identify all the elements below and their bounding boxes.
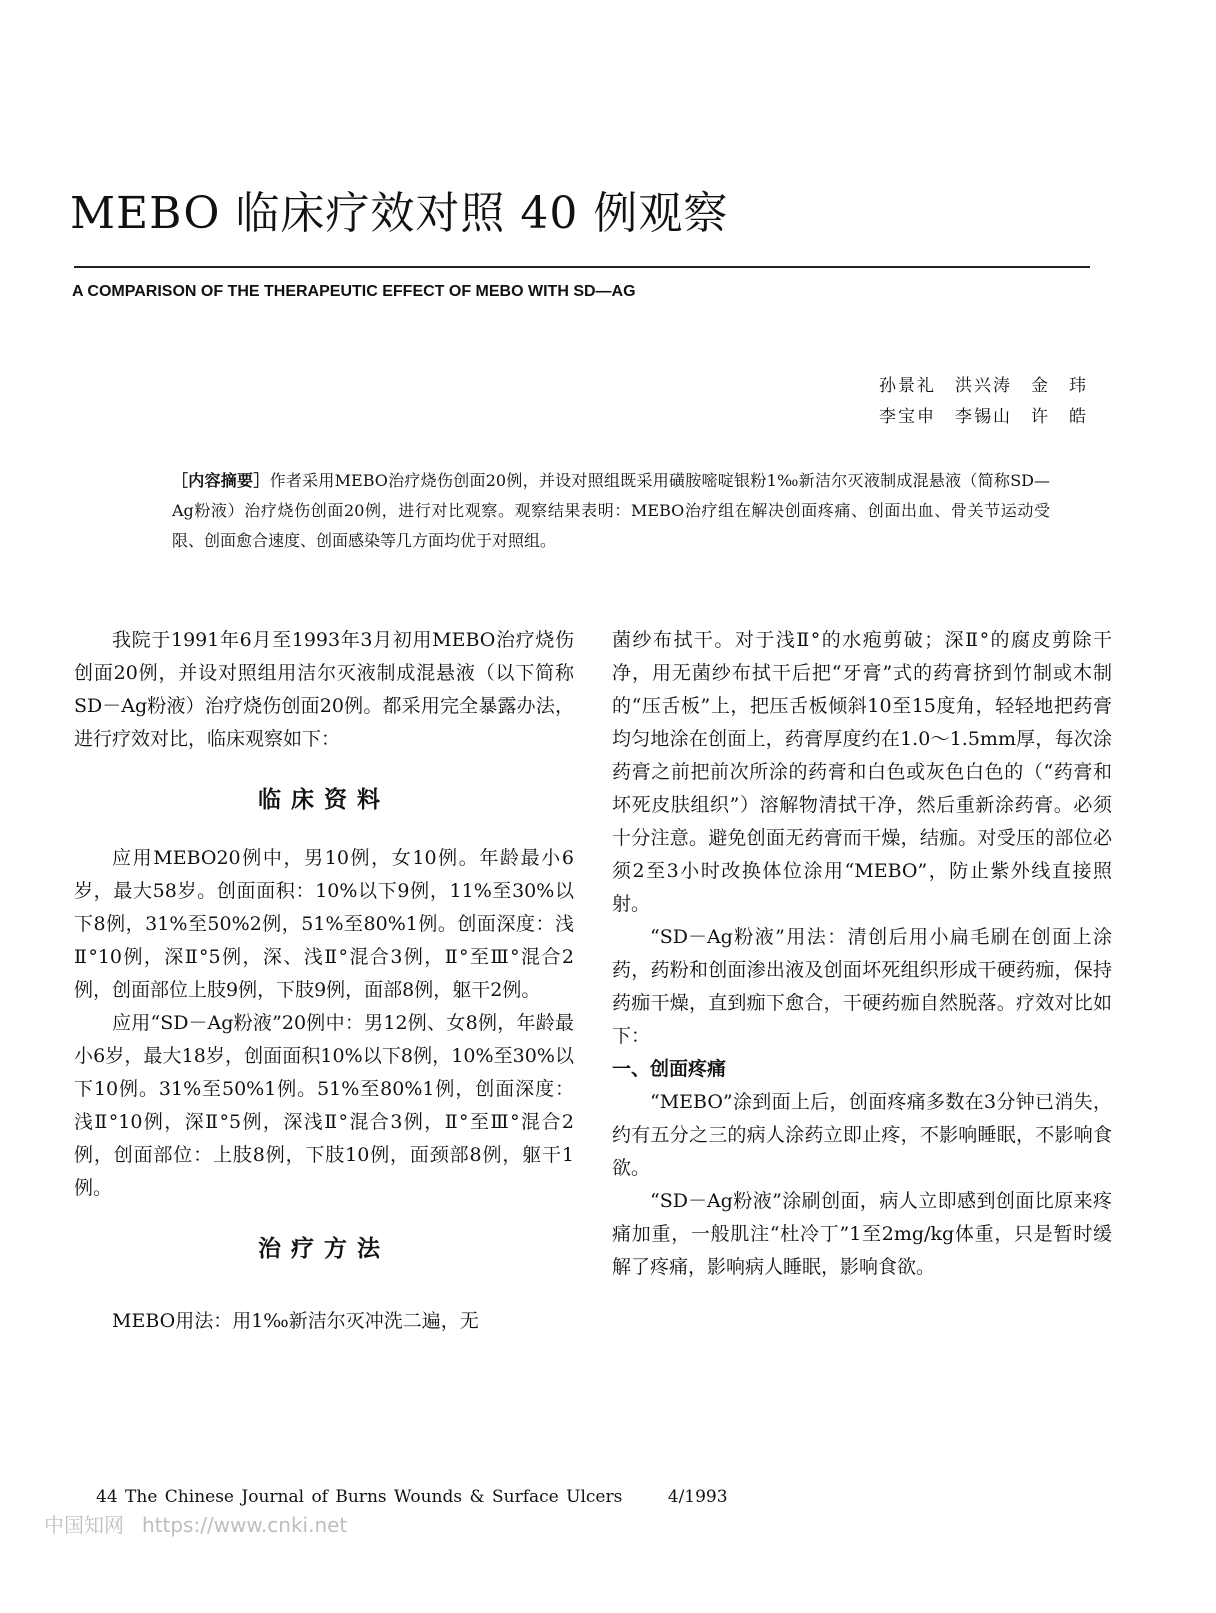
pain-sdag-paragraph: “SD－Ag粉液”涂刷创面，病人立即感到创面比原来疼痛加重，一般肌注“杜冷丁”1至2mg/kg体重，只是暂时缓解了疼痛，影响病人睡眠，影响食欲。	[612, 1190, 1112, 1278]
sdag-group-paragraph: 应用“SD－Ag粉液”20例中：男12例、女8例，年龄最小6岁，最大18岁，创面面积10%以下8例，10%至30%以下10例。31%至50%1例。51%至80%1例，创面深度：浅Ⅱ°10例，深Ⅱ°5例，深浅Ⅱ°混合3例，Ⅱ°至Ⅲ°混合2例，创面部位：上肢8例，下肢10例，面颈部8例，躯干1例。	[74, 1012, 574, 1199]
intro-paragraph: 我院于1991年6月至1993年3月初用MEBO治疗烧伤创面20例，并设对照组用洁尔灭液制成混悬液（以下简称SD－Ag粉液）治疗烧伤创面20例。都采用完全暴露办法，进行疗效对比，临床观察如下：	[74, 629, 574, 750]
mebo-group-paragraph: 应用MEBO20例中，男10例，女10例。年龄最小6岁，最大58岁。创面面积：10%以下9例，11%至30%以下8例，31%至50%2例，51%至80%1例。创面深度：浅Ⅱ°10例，深Ⅱ°5例，深、浅Ⅱ°混合3例，Ⅱ°至Ⅲ°混合2例，创面部位上肢9例，下肢9例，面部8例，躯干2例。	[74, 847, 574, 1001]
journal-name: The Chinese Journal of Burns Wounds & Surface Ulcers	[125, 1487, 623, 1507]
sdag-method-paragraph: “SD－Ag粉液”用法：清创后用小扁毛刷在创面上涂药，药粉和创面渗出液及创面坏死组织形成干硬药痂，保持药痂干燥，直到痂下愈合，干硬药痂自然脱落。疗效对比如下：	[612, 926, 1112, 1047]
right-column	[612, 624, 1112, 1284]
mebo-method-paragraph: MEBO用法：用1‰新洁尔灭冲洗二遍，无	[112, 1310, 479, 1332]
abstract	[172, 466, 1050, 556]
author-line: 孙景礼 洪兴涛 金 玮	[879, 376, 1088, 396]
page-footer	[96, 1486, 728, 1508]
english-title: A COMPARISON OF THE THERAPEUTIC EFFECT OF MEBO WITH SD—AG	[72, 283, 636, 300]
article-title: MEBO 临床疗效对照 40 例观察	[70, 188, 729, 239]
page-number: 44	[96, 1487, 118, 1507]
issue-number: 4/1993	[667, 1487, 728, 1507]
section-heading-treatment: 治疗方法	[258, 1236, 390, 1262]
watermark-url: https://www.cnki.net	[142, 1513, 348, 1537]
cnki-watermark	[44, 1510, 347, 1540]
pain-mebo-paragraph: “MEBO”涂到面上后，创面疼痛多数在3分钟已消失，约有五分之三的病人涂药立即止疼，不影响睡眠，不影响食欲。	[612, 1091, 1112, 1179]
left-column	[74, 624, 574, 1338]
mebo-method-continued: 菌纱布拭干。对于浅Ⅱ°的水疱剪破；深Ⅱ°的腐皮剪除干净，用无菌纱布拭干后把“牙膏”式的药膏挤到竹制或木制的“压舌板”上，把压舌板倾斜10至15度角，轻轻地把药膏均匀地涂在创面上，药膏厚度约在1.0～1.5mm厚，每次涂药膏之前把前次所涂的药膏和白色或灰色白色的（“药膏和坏死皮肤组织”）溶解物清拭干净，然后重新涂药膏。必须十分注意。避免创面无药膏而干燥，结痂。对受压的部位必须2至3小时改换体位涂用“MEBO”，防止紫外线直接照射。	[612, 629, 1112, 915]
subsection-heading-wound-pain: 一、创面疼痛	[612, 1058, 727, 1080]
title-rule	[74, 266, 1090, 268]
abstract-text: 作者采用MEBO治疗烧伤创面20例，并设对照组既采用磺胺嘧啶银粉1‰新洁尔灭液制成混悬液（简称SD—Ag粉液）治疗烧伤创面20例，进行对比观察。观察结果表明：MEBO治疗组在解决创面疼痛、创面出血、骨关节运动受限、创面愈合速度、创面感染等几方面均优于对照组。	[172, 471, 1050, 550]
author-line: 李宝申 李锡山 许 皓	[879, 407, 1088, 427]
section-heading-clinical-data: 临床资料	[258, 787, 390, 813]
watermark-brand: 中国知网	[44, 1513, 124, 1537]
abstract-label: ［内容摘要］	[172, 471, 270, 490]
